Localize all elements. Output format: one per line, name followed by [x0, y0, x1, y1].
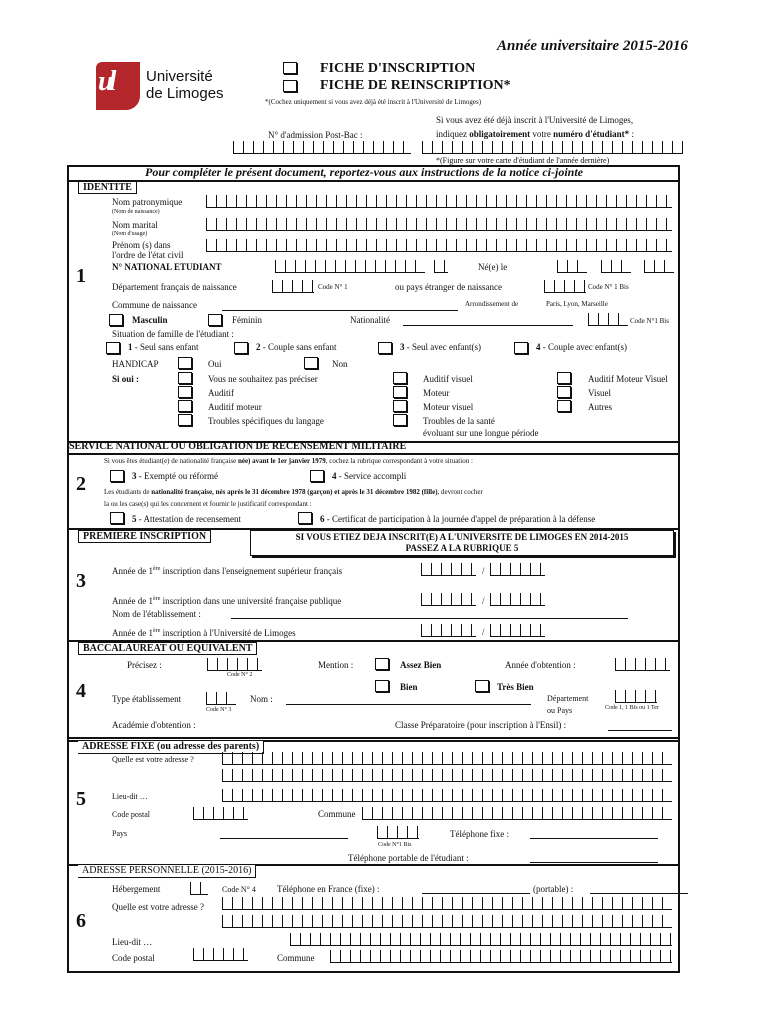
famille-3-checkbox[interactable]: [378, 342, 392, 354]
etablissement-input[interactable]: [231, 618, 628, 619]
masculin-checkbox[interactable]: [109, 314, 123, 326]
code-1ter-note: Code 1, 1 Bis ou 1 Ter: [605, 705, 659, 711]
si-oui-label: Si oui :: [112, 374, 140, 384]
prenom-input[interactable]: [206, 239, 672, 252]
section-bac-tag: BACCALAUREAT OU EQUIVALENT: [78, 642, 257, 655]
h6-label: Moteur: [423, 388, 450, 398]
reinscription-checkbox[interactable]: [283, 80, 297, 92]
adresse-question: Quelle est votre adresse ?: [112, 755, 194, 764]
birthdate-label: Né(e) le: [478, 262, 508, 272]
ou-pays-label: ou Pays: [547, 706, 573, 715]
tres-bien-label: Très Bien: [497, 682, 534, 692]
type-etab-label: Type établissement: [112, 694, 182, 704]
tel-portable-label: Téléphone portable de l'étudiant :: [348, 853, 469, 863]
admission-label: N° d'admission Post-Bac :: [268, 130, 363, 140]
instructions-banner: Pour compléter le présent document, reportez-vous aux instructions de la notice ci-jointe: [145, 165, 583, 179]
h8-label: Troubles de la santé: [423, 416, 495, 426]
code-3-note: Code N° 3: [206, 707, 232, 713]
h2-checkbox[interactable]: [178, 386, 192, 398]
annee-limoges-label: Année de 1ère inscription à l'Université de Limoges: [112, 628, 296, 638]
famille-2-checkbox[interactable]: [234, 342, 248, 354]
tel-fixe-input[interactable]: [530, 838, 658, 839]
tel-france-label: Téléphone en France (fixe) :: [277, 884, 380, 894]
student-number-input[interactable]: [422, 141, 683, 154]
slash-3: /: [482, 627, 485, 637]
h7-label: Moteur visuel: [423, 402, 474, 412]
h1-label: Vous ne souhaitez pas préciser: [208, 374, 318, 384]
nom-input[interactable]: [206, 195, 672, 208]
recensement-checkbox[interactable]: [110, 512, 124, 524]
tel-portable-input[interactable]: [530, 862, 658, 863]
section-number-6: 6: [76, 910, 86, 932]
h9-checkbox[interactable]: [557, 372, 571, 384]
student-number-label: indiquez obligatoirement votre numéro d'étudiant* :: [436, 129, 634, 139]
annee-obtention-label: Année d'obtention :: [505, 660, 576, 670]
famille-3-label: 3 - Seul avec enfant(s): [400, 342, 481, 352]
marital-sublabel: (Nom d'usage): [112, 231, 148, 237]
admission-number-input[interactable]: [233, 141, 411, 154]
ine-key-input[interactable]: [434, 260, 448, 273]
assez-bien-checkbox[interactable]: [375, 658, 389, 670]
famille-1-label: 1 - Seul sans enfant: [128, 342, 199, 352]
precisez-label: Précisez :: [127, 660, 162, 670]
feminin-label: Féminin: [232, 315, 263, 325]
section-identite-tag: IDENTITE: [78, 181, 137, 194]
assez-bien-label: Assez Bien: [400, 660, 442, 670]
h3-label: Auditif moteur: [208, 402, 262, 412]
section-adresse-perso-tag: ADRESSE PERSONNELLE (2015-2016): [78, 865, 256, 878]
section-number-5: 5: [76, 788, 86, 810]
annee-univ-start-input[interactable]: [421, 593, 476, 606]
type-etab-input[interactable]: [206, 692, 236, 705]
h4-label: Troubles spécifiques du langage: [208, 416, 324, 426]
prenom-label: Prénom (s) dans: [112, 240, 171, 250]
commune-perso-input[interactable]: [330, 950, 672, 963]
pays-naissance-input[interactable]: [544, 280, 586, 293]
marital-label: Nom marital: [112, 220, 158, 230]
jdc-label: 6 - Certificat de participation à la journée d'appel de préparation à la défense: [320, 514, 596, 524]
service-accompli-checkbox[interactable]: [310, 470, 324, 482]
handicap-oui-checkbox[interactable]: [178, 357, 192, 369]
h10-checkbox[interactable]: [557, 386, 571, 398]
hebergement-input[interactable]: [190, 882, 208, 895]
exempte-checkbox[interactable]: [110, 470, 124, 482]
commune-naissance-input[interactable]: [222, 310, 458, 311]
handicap-oui-label: Oui: [208, 359, 222, 369]
etab-nom-input[interactable]: [286, 704, 531, 705]
h6-checkbox[interactable]: [393, 386, 407, 398]
annee-sup-label: Année de 1ère inscription dans l'enseignement supérieur français: [112, 566, 343, 576]
annee-sup-end-input[interactable]: [490, 563, 545, 576]
code-4-note: Code N° 4: [222, 885, 256, 894]
service-rule: Les étudiants de nationalité française, nés après le 31 décembre 1978 (garçon) et après le 31 décembre 1982 (fille), devront cocher: [104, 488, 483, 496]
famille-1-checkbox[interactable]: [106, 342, 120, 354]
student-number-footnote: *(Figure sur votre carte d'étudiant de l'année dernière): [436, 156, 610, 165]
adresse-fixe-line2[interactable]: [222, 769, 672, 782]
h5-label: Auditif visuel: [423, 374, 473, 384]
lieu-dit-perso-label: Lieu-dit …: [112, 937, 153, 947]
h5-checkbox[interactable]: [393, 372, 407, 384]
famille-2-label: 2 - Couple sans enfant: [256, 342, 337, 352]
bien-checkbox[interactable]: [375, 680, 389, 692]
bac-code-input[interactable]: [207, 658, 262, 671]
nom-sublabel: (Nom de naissance): [112, 209, 160, 215]
commune-label: Commune: [318, 809, 356, 819]
prepa-input[interactable]: [608, 730, 672, 731]
h8-label-2: évoluant sur une longue période: [423, 428, 539, 438]
h1-checkbox[interactable]: [178, 372, 192, 384]
pays-label: Pays: [112, 829, 128, 838]
hebergement-label: Hébergement: [112, 884, 161, 894]
slash-1: /: [482, 566, 485, 576]
tres-bien-checkbox[interactable]: [475, 680, 489, 692]
code-1bis-note-3: Code N°1 Bis: [378, 842, 412, 848]
h2-label: Auditif: [208, 388, 234, 398]
bien-label: Bien: [400, 682, 418, 692]
feminin-checkbox[interactable]: [208, 314, 222, 326]
form-title-reinscription: FICHE DE REINSCRIPTION*: [320, 78, 511, 93]
mention-label: Mention :: [318, 660, 354, 670]
h11-label: Autres: [588, 402, 612, 412]
paris-lyon-marseille: Paris, Lyon, Marseille: [546, 300, 608, 308]
annee-limoges-end-input[interactable]: [490, 624, 545, 637]
annee-obtention-input[interactable]: [615, 658, 670, 671]
h7-checkbox[interactable]: [393, 400, 407, 412]
code-1-note: Code N° 1: [318, 283, 348, 291]
tel-fixe-label: Téléphone fixe :: [450, 829, 509, 839]
deja-inscrit-note: SI VOUS ETIEZ DEJA INSCRIT(E) A L'UNIVERSITE DE LIMOGES EN 2014-2015 PASSEZ A LA RUBRIQUE 5: [250, 530, 674, 556]
commune-perso-label: Commune: [277, 953, 315, 963]
service-intro: Si vous êtes étudiant(e) de nationalité française née) avant le 1er janvier 1979, cochez la rubrique correspondant à votre situation :: [104, 457, 473, 465]
adresse-perso-line1[interactable]: [222, 897, 672, 910]
ine-input[interactable]: [275, 260, 425, 273]
adresse-perso-question: Quelle est votre adresse ?: [112, 902, 204, 912]
annee-limoges-start-input[interactable]: [421, 624, 476, 637]
lieu-dit-perso-input[interactable]: [290, 933, 672, 946]
service-accompli-label: 4 - Service accompli: [332, 471, 407, 481]
departement-label: Département: [547, 694, 589, 703]
section-service-tag: SERVICE NATIONAL OU OBLIGATION DE RECENSEMENT MILITAIRE: [69, 441, 407, 452]
slash-2: /: [482, 596, 485, 606]
code-postal-label: Code postal: [112, 810, 150, 819]
inscription-checkbox[interactable]: [283, 62, 297, 74]
prepa-label: Classe Préparatoire (pour inscription à l'Ensil) :: [395, 720, 567, 730]
annee-univ-end-input[interactable]: [490, 593, 545, 606]
nationalite-input[interactable]: [403, 325, 573, 326]
lieu-dit-label: Lieu-dit …: [112, 792, 148, 801]
birth-month-input[interactable]: [601, 260, 631, 273]
section-number-1: 1: [76, 265, 86, 287]
adresse-fixe-line1[interactable]: [222, 752, 672, 765]
code-postal-perso-input[interactable]: [193, 948, 248, 961]
section-number-2: 2: [76, 473, 86, 495]
portable-label: (portable) :: [533, 884, 574, 894]
reinscription-note: *(Cochez uniquement si vous avez déjà été inscrit à l'Université de Limoges): [265, 98, 482, 106]
masculin-label: Masculin: [132, 315, 168, 325]
code-1bis-note-2: Code N°1 Bis: [630, 317, 669, 325]
nom-label: Nom patronymique: [112, 197, 183, 207]
handicap-non-label: Non: [332, 359, 348, 369]
h9-label: Auditif Moteur Visuel: [588, 374, 668, 384]
famille-4-checkbox[interactable]: [514, 342, 528, 354]
pays-naissance-label: ou pays étranger de naissance: [395, 282, 502, 292]
handicap-label: HANDICAP: [112, 359, 159, 369]
exempte-label: 3 - Exempté ou réformé: [132, 471, 218, 481]
dept-naissance-label: Département français de naissance: [112, 282, 237, 292]
commune-naissance-label: Commune de naissance: [112, 300, 197, 310]
h10-label: Visuel: [588, 388, 611, 398]
recensement-label: 5 - Attestation de recensement: [132, 514, 241, 524]
annee-sup-start-input[interactable]: [421, 563, 476, 576]
pays-code-input[interactable]: [377, 826, 419, 839]
ine-label: N° NATIONAL ETUDIANT: [112, 262, 222, 272]
prenom-label-2: l'ordre de l'état civil: [112, 250, 184, 260]
h4-checkbox[interactable]: [178, 414, 192, 426]
tel-france-input[interactable]: [422, 893, 530, 894]
h3-checkbox[interactable]: [178, 400, 192, 412]
famille-4-label: 4 - Couple avec enfant(s): [536, 342, 627, 352]
h8-checkbox[interactable]: [393, 414, 407, 426]
dept-naissance-input[interactable]: [272, 280, 314, 293]
birth-day-input[interactable]: [557, 260, 587, 273]
academie-label: Académie d'obtention :: [112, 720, 196, 730]
arrondissement-label: Arrondissement de: [465, 300, 519, 308]
code-postal-perso-label: Code postal: [112, 953, 155, 963]
commune-input[interactable]: [362, 807, 672, 820]
nom-marital-input[interactable]: [206, 218, 672, 231]
academic-year: Année universitaire 2015-2016: [497, 38, 688, 54]
section-number-4: 4: [76, 680, 86, 702]
handicap-non-checkbox[interactable]: [304, 357, 318, 369]
adresse-perso-line2[interactable]: [222, 915, 672, 928]
annee-univ-label: Année de 1ère inscription dans une université française publique: [112, 596, 342, 606]
portable-input[interactable]: [590, 893, 688, 894]
section-adresse-fixe-tag: ADRESSE FIXE (ou adresse des parents): [78, 741, 264, 754]
section-premiere-tag: PREMIERE INSCRIPTION: [78, 530, 211, 543]
jdc-checkbox[interactable]: [298, 512, 312, 524]
code-1bis-note: Code N° 1 Bis: [588, 283, 629, 291]
section-number-3: 3: [76, 570, 86, 592]
service-rule-2: la ou les case(s) qui les concernent et fournir le justificatif correspondant :: [104, 500, 312, 508]
birth-year-input[interactable]: [644, 260, 674, 273]
bac-dept-input[interactable]: [615, 690, 657, 703]
etab-nom-label: Nom :: [250, 694, 273, 704]
situation-famille-label: Situation de famille de l'étudiant :: [112, 329, 234, 339]
etablissement-label: Nom de l'établissement :: [112, 609, 201, 619]
nationalite-label: Nationalité: [350, 315, 390, 325]
code-2-note: Code N° 2: [227, 672, 253, 678]
pays-input[interactable]: [220, 838, 348, 839]
lieu-dit-input[interactable]: [222, 789, 672, 802]
code-postal-input[interactable]: [193, 807, 248, 820]
form-title-inscription: FICHE D'INSCRIPTION: [320, 61, 476, 76]
h11-checkbox[interactable]: [557, 400, 571, 412]
nationalite-code-input[interactable]: [588, 313, 628, 326]
student-number-info: Si vous avez été déjà inscrit à l'Université de Limoges,: [436, 115, 634, 125]
